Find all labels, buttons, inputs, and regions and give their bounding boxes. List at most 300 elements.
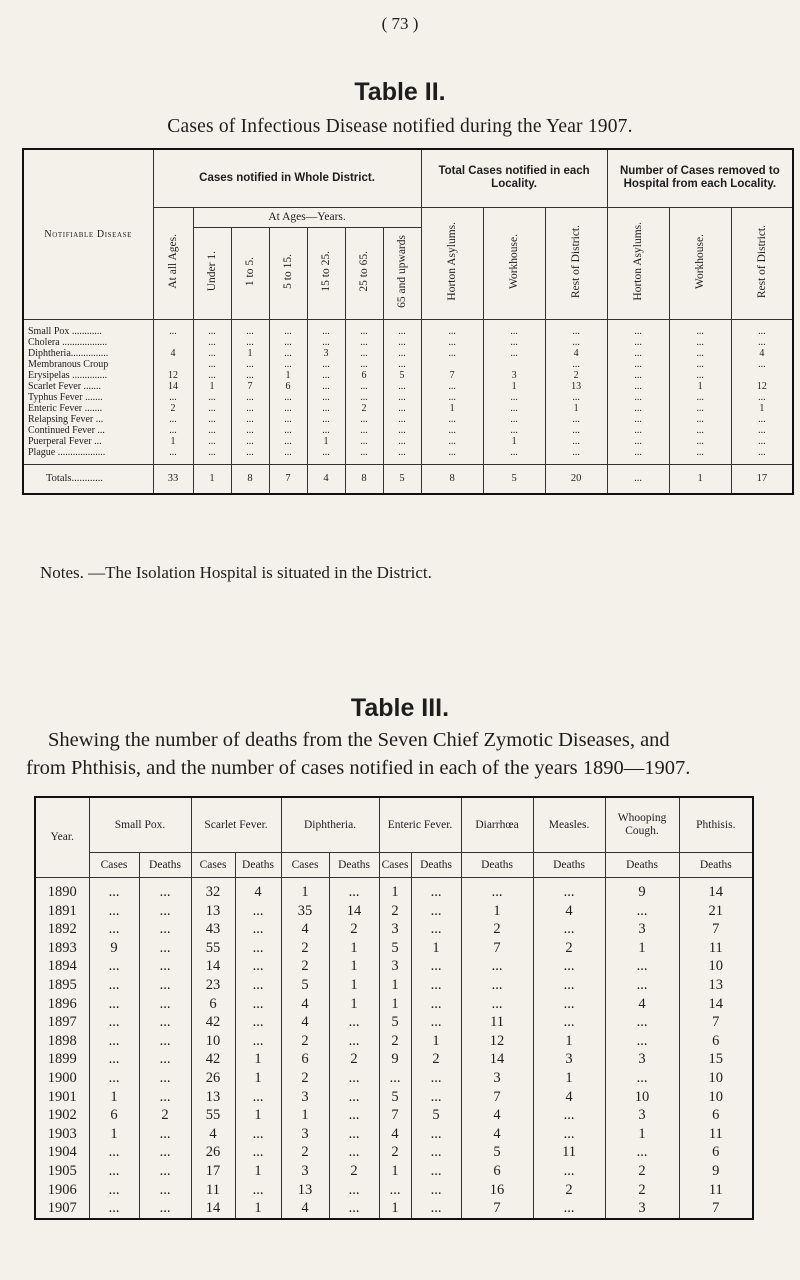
table-cell: 3 bbox=[605, 920, 679, 939]
table-row bbox=[23, 392, 793, 403]
table-cell: ... bbox=[139, 976, 191, 995]
table-cell: 7 bbox=[379, 1106, 411, 1125]
table-cell: ... bbox=[307, 403, 345, 414]
table-cell: 1 bbox=[731, 403, 793, 414]
table-cell: ... bbox=[269, 359, 307, 370]
table-cell: 1 bbox=[235, 1199, 281, 1219]
table-cell: 4 bbox=[461, 1125, 533, 1144]
table-cell: 4 bbox=[281, 1013, 329, 1032]
table-cell: 14 bbox=[191, 957, 235, 976]
table-cell: ... bbox=[307, 447, 345, 465]
table-cell: ... bbox=[193, 403, 231, 414]
year-cell: 1906 bbox=[35, 1181, 89, 1200]
disease-name: Scarlet Fever ....... bbox=[23, 381, 153, 392]
table-cell: ... bbox=[379, 1181, 411, 1200]
table-cell: 55 bbox=[191, 939, 235, 958]
table-cell: 1 bbox=[235, 1069, 281, 1088]
table-cell: 10 bbox=[679, 1088, 753, 1107]
table-cell: ... bbox=[669, 337, 731, 348]
table-cell: 2 bbox=[545, 370, 607, 381]
disease-name: Typhus Fever ....... bbox=[23, 392, 153, 403]
table-cell: 1 bbox=[605, 1125, 679, 1144]
table-cell: ... bbox=[607, 447, 669, 465]
totals-cell: 5 bbox=[383, 464, 421, 494]
table-cell: ... bbox=[669, 370, 731, 381]
table-cell: ... bbox=[731, 319, 793, 337]
table-cell: ... bbox=[329, 1106, 379, 1125]
table-cell: 3 bbox=[281, 1125, 329, 1144]
table-cell: 6 bbox=[679, 1143, 753, 1162]
table-cell: ... bbox=[345, 319, 383, 337]
table-cell: 4 bbox=[545, 348, 607, 359]
disease-name: Erysipelas .............. bbox=[23, 370, 153, 381]
table-cell: ... bbox=[605, 1143, 679, 1162]
table-cell: 1 bbox=[545, 403, 607, 414]
table-cell: 2 bbox=[533, 939, 605, 958]
table-cell: ... bbox=[307, 319, 345, 337]
table-cell: 1 bbox=[153, 436, 193, 447]
table-cell: 2 bbox=[281, 957, 329, 976]
table-cell: ... bbox=[411, 1088, 461, 1107]
table-cell: ... bbox=[193, 359, 231, 370]
table-cell: 12 bbox=[731, 381, 793, 392]
table-cell: ... bbox=[89, 976, 139, 995]
table-cell: ... bbox=[235, 939, 281, 958]
table-cell: 3 bbox=[461, 1069, 533, 1088]
table-row bbox=[35, 976, 753, 995]
table-cell: 7 bbox=[231, 381, 269, 392]
table-cell: ... bbox=[421, 319, 483, 337]
table-cell: ... bbox=[329, 1013, 379, 1032]
table2-title: Table II. bbox=[354, 78, 446, 106]
table-cell: 6 bbox=[679, 1032, 753, 1051]
table-cell: ... bbox=[329, 1181, 379, 1200]
table-cell: ... bbox=[607, 414, 669, 425]
table-cell: 7 bbox=[679, 920, 753, 939]
table-cell: 3 bbox=[307, 348, 345, 359]
table-cell: ... bbox=[153, 392, 193, 403]
table-cell: 1 bbox=[483, 381, 545, 392]
table-cell: ... bbox=[483, 403, 545, 414]
totals-cell: 1 bbox=[669, 464, 731, 494]
table-cell: ... bbox=[153, 319, 193, 337]
table-cell: ... bbox=[231, 392, 269, 403]
group-header: Small Pox. bbox=[89, 797, 191, 853]
table-cell: ... bbox=[193, 447, 231, 465]
sub-header: Deaths bbox=[461, 853, 533, 878]
table-cell: 7 bbox=[679, 1199, 753, 1219]
table-cell: ... bbox=[421, 381, 483, 392]
table-cell: 11 bbox=[191, 1181, 235, 1200]
year-cell: 1898 bbox=[35, 1032, 89, 1051]
table-row bbox=[35, 1125, 753, 1144]
year-cell: 1901 bbox=[35, 1088, 89, 1107]
table-cell: 4 bbox=[605, 995, 679, 1014]
table-cell: ... bbox=[461, 957, 533, 976]
table-cell: ... bbox=[605, 1013, 679, 1032]
table-cell: ... bbox=[235, 1032, 281, 1051]
disease-name: Small Pox ............ bbox=[23, 319, 153, 337]
table-cell: ... bbox=[153, 414, 193, 425]
table-cell: 13 bbox=[679, 976, 753, 995]
table-cell: 1 bbox=[307, 436, 345, 447]
table-cell: ... bbox=[383, 392, 421, 403]
table-cell: ... bbox=[329, 1125, 379, 1144]
table-cell: ... bbox=[235, 976, 281, 995]
table-cell: ... bbox=[545, 337, 607, 348]
table-cell: 2 bbox=[281, 1069, 329, 1088]
table-cell: ... bbox=[533, 1125, 605, 1144]
table-cell: 3 bbox=[379, 957, 411, 976]
table-cell: 1 bbox=[281, 878, 329, 902]
year-cell: 1907 bbox=[35, 1199, 89, 1219]
table-cell: ... bbox=[235, 1125, 281, 1144]
sub-header: Deaths bbox=[139, 853, 191, 878]
table-cell: ... bbox=[607, 403, 669, 414]
table-cell: 2 bbox=[139, 1106, 191, 1125]
table-cell: 15 bbox=[679, 1050, 753, 1069]
table-cell: 4 bbox=[153, 348, 193, 359]
table-cell: ... bbox=[139, 1050, 191, 1069]
table-row bbox=[35, 1199, 753, 1219]
table-cell: ... bbox=[235, 1143, 281, 1162]
table-cell: ... bbox=[411, 1199, 461, 1219]
totals-cell: 20 bbox=[545, 464, 607, 494]
table-cell: ... bbox=[605, 976, 679, 995]
table-cell: ... bbox=[383, 447, 421, 465]
table-cell: 2 bbox=[533, 1181, 605, 1200]
table-cell: 3 bbox=[605, 1106, 679, 1125]
table-cell: ... bbox=[269, 348, 307, 359]
table-cell: ... bbox=[139, 878, 191, 902]
table-cell: 26 bbox=[191, 1143, 235, 1162]
table-cell: ... bbox=[379, 1069, 411, 1088]
table-cell: ... bbox=[89, 1050, 139, 1069]
table-cell: 10 bbox=[605, 1088, 679, 1107]
table-cell: 10 bbox=[679, 1069, 753, 1088]
table-cell: 1 bbox=[605, 939, 679, 958]
table-row bbox=[23, 319, 793, 337]
table-cell: 16 bbox=[461, 1181, 533, 1200]
page-number: ( 73 ) bbox=[381, 14, 419, 33]
table-cell: ... bbox=[669, 425, 731, 436]
table-cell: 1 bbox=[269, 370, 307, 381]
table-row bbox=[23, 337, 793, 348]
table-cell: 3 bbox=[605, 1199, 679, 1219]
table-cell: ... bbox=[231, 337, 269, 348]
table-cell: ... bbox=[139, 1013, 191, 1032]
table-cell: 6 bbox=[281, 1050, 329, 1069]
table-cell: ... bbox=[607, 436, 669, 447]
table-cell: ... bbox=[605, 1069, 679, 1088]
table-row bbox=[35, 1181, 753, 1200]
totals-cell: 8 bbox=[231, 464, 269, 494]
disease-name: Relapsing Fever ... bbox=[23, 414, 153, 425]
table-cell: ... bbox=[411, 1143, 461, 1162]
table-cell: ... bbox=[383, 337, 421, 348]
table-cell: ... bbox=[345, 359, 383, 370]
table-cell: 1 bbox=[89, 1125, 139, 1144]
table-cell: ... bbox=[669, 319, 731, 337]
sub-header: Deaths bbox=[329, 853, 379, 878]
table-row bbox=[35, 1050, 753, 1069]
table-cell: ... bbox=[411, 976, 461, 995]
table-row bbox=[35, 878, 753, 902]
totals-cell: 7 bbox=[269, 464, 307, 494]
table-cell: ... bbox=[421, 425, 483, 436]
table-cell: 7 bbox=[679, 1013, 753, 1032]
age-col-header: 1 to 5. bbox=[231, 227, 269, 319]
table-cell: ... bbox=[669, 414, 731, 425]
disease-name: Plague ................... bbox=[23, 447, 153, 465]
table-cell: 17 bbox=[191, 1162, 235, 1181]
table-cell: 13 bbox=[191, 1088, 235, 1107]
group-header: Phthisis. bbox=[679, 797, 753, 853]
table-cell: 1 bbox=[379, 878, 411, 902]
table-cell: ... bbox=[345, 414, 383, 425]
disease-name: Puerperal Fever ... bbox=[23, 436, 153, 447]
table-cell: ... bbox=[89, 878, 139, 902]
table-cell: ... bbox=[269, 337, 307, 348]
table-cell: ... bbox=[533, 920, 605, 939]
disease-name: Cholera .................. bbox=[23, 337, 153, 348]
table-cell: 4 bbox=[533, 1088, 605, 1107]
table-cell: ... bbox=[383, 348, 421, 359]
table-cell: ... bbox=[193, 425, 231, 436]
table-cell: ... bbox=[329, 1199, 379, 1219]
table-cell: ... bbox=[607, 425, 669, 436]
table-cell: ... bbox=[139, 939, 191, 958]
year-cell: 1893 bbox=[35, 939, 89, 958]
table-cell: ... bbox=[193, 319, 231, 337]
table-cell: ... bbox=[731, 425, 793, 436]
table-cell: 21 bbox=[679, 902, 753, 921]
table-cell: ... bbox=[483, 447, 545, 465]
totals-cell: 8 bbox=[345, 464, 383, 494]
group-header: Scarlet Fever. bbox=[191, 797, 281, 853]
table-cell: ... bbox=[345, 392, 383, 403]
table-cell: ... bbox=[461, 995, 533, 1014]
sub-header: Deaths bbox=[533, 853, 605, 878]
table2 bbox=[22, 148, 794, 495]
age-col-header: 65 and upwards bbox=[383, 227, 421, 319]
table-cell: ... bbox=[533, 1013, 605, 1032]
table-cell: ... bbox=[139, 1125, 191, 1144]
table-cell: 5 bbox=[383, 370, 421, 381]
table-cell: ... bbox=[193, 370, 231, 381]
table-cell: ... bbox=[421, 348, 483, 359]
table-row bbox=[35, 1069, 753, 1088]
table-cell: 43 bbox=[191, 920, 235, 939]
table-cell: 5 bbox=[379, 1013, 411, 1032]
disease-name: Diphtheria............... bbox=[23, 348, 153, 359]
table-cell: ... bbox=[345, 381, 383, 392]
disease-name: Continued Fever ... bbox=[23, 425, 153, 436]
table-cell: 11 bbox=[679, 939, 753, 958]
table-cell: 5 bbox=[379, 939, 411, 958]
age-col-header: 5 to 15. bbox=[269, 227, 307, 319]
table-cell: ... bbox=[605, 1032, 679, 1051]
table-cell: 9 bbox=[379, 1050, 411, 1069]
table-cell: ... bbox=[307, 359, 345, 370]
table-cell: 11 bbox=[461, 1013, 533, 1032]
table-cell: ... bbox=[193, 337, 231, 348]
table-cell: ... bbox=[89, 1162, 139, 1181]
table-cell bbox=[483, 359, 545, 370]
table-cell: 1 bbox=[461, 902, 533, 921]
table-cell: 1 bbox=[533, 1069, 605, 1088]
table-cell: ... bbox=[89, 957, 139, 976]
table3-title: Table III. bbox=[350, 694, 450, 722]
table-row bbox=[23, 348, 793, 359]
table-row bbox=[23, 381, 793, 392]
table-cell: ... bbox=[139, 1143, 191, 1162]
table-cell bbox=[153, 337, 193, 348]
table-cell: 2 bbox=[281, 1143, 329, 1162]
table-cell: ... bbox=[193, 436, 231, 447]
disease-name: Enteric Fever ....... bbox=[23, 403, 153, 414]
table-cell: ... bbox=[383, 319, 421, 337]
table-cell: ... bbox=[731, 337, 793, 348]
totals-label: Totals............ bbox=[23, 464, 153, 494]
table-cell: 1 bbox=[411, 939, 461, 958]
table-cell: ... bbox=[411, 957, 461, 976]
table-cell: ... bbox=[607, 392, 669, 403]
table-cell: 1 bbox=[89, 1088, 139, 1107]
notifiable-disease-header: Notifiable Disease bbox=[23, 149, 153, 319]
table-cell: ... bbox=[89, 902, 139, 921]
table-cell: 1 bbox=[281, 1106, 329, 1125]
hospital-header: Number of Cases removed to Hospital from each Locality. bbox=[607, 149, 793, 207]
table-cell: ... bbox=[139, 1199, 191, 1219]
table-cell: ... bbox=[193, 414, 231, 425]
totals-cell: 1 bbox=[193, 464, 231, 494]
year-cell: 1894 bbox=[35, 957, 89, 976]
table-cell: 6 bbox=[269, 381, 307, 392]
table-cell: ... bbox=[545, 425, 607, 436]
table-cell: ... bbox=[153, 447, 193, 465]
sub-header: Deaths bbox=[605, 853, 679, 878]
year-cell: 1903 bbox=[35, 1125, 89, 1144]
table-cell: ... bbox=[235, 902, 281, 921]
table-cell: ... bbox=[139, 1088, 191, 1107]
table-cell: ... bbox=[269, 414, 307, 425]
hospital-col-header: Workhouse. bbox=[669, 207, 731, 319]
table-cell: ... bbox=[533, 1162, 605, 1181]
table-row bbox=[35, 1162, 753, 1181]
table-cell: ... bbox=[607, 319, 669, 337]
table-cell: ... bbox=[231, 359, 269, 370]
table-cell: 2 bbox=[153, 403, 193, 414]
table3-subtitle-line2: from Phthisis, and the number of cases notified in each of the years 1890—1907. bbox=[26, 757, 691, 779]
table-cell: 6 bbox=[345, 370, 383, 381]
table-cell: 14 bbox=[679, 995, 753, 1014]
table-cell: 1 bbox=[379, 1162, 411, 1181]
table-cell: 3 bbox=[281, 1162, 329, 1181]
table-cell: ... bbox=[231, 414, 269, 425]
table-cell: ... bbox=[383, 414, 421, 425]
table-cell: ... bbox=[231, 425, 269, 436]
table-cell: ... bbox=[421, 337, 483, 348]
table-row bbox=[35, 1106, 753, 1125]
group-header: Whooping Cough. bbox=[605, 797, 679, 853]
table-cell: ... bbox=[533, 995, 605, 1014]
table-cell: ... bbox=[89, 1069, 139, 1088]
table-cell: ... bbox=[411, 878, 461, 902]
table-cell: ... bbox=[307, 337, 345, 348]
table-cell: ... bbox=[545, 319, 607, 337]
table-cell: 11 bbox=[679, 1181, 753, 1200]
table-cell: ... bbox=[483, 319, 545, 337]
hospital-col-header: Horton Asylums. bbox=[607, 207, 669, 319]
table-cell: ... bbox=[533, 1106, 605, 1125]
locality-col-header: Horton Asylums. bbox=[421, 207, 483, 319]
table-cell: ... bbox=[235, 995, 281, 1014]
table-cell: ... bbox=[139, 920, 191, 939]
totals-cell: 33 bbox=[153, 464, 193, 494]
table-cell: ... bbox=[607, 348, 669, 359]
table-row bbox=[23, 359, 793, 370]
sub-header: Deaths bbox=[411, 853, 461, 878]
table-cell: ... bbox=[533, 1199, 605, 1219]
table-cell: ... bbox=[307, 392, 345, 403]
table-cell: 4 bbox=[731, 348, 793, 359]
table-cell: ... bbox=[669, 392, 731, 403]
table-cell: ... bbox=[235, 1088, 281, 1107]
table-cell: ... bbox=[329, 878, 379, 902]
table-cell: 11 bbox=[533, 1143, 605, 1162]
age-col-header: At all Ages. bbox=[153, 207, 193, 319]
table-cell: ... bbox=[329, 1143, 379, 1162]
table-cell: ... bbox=[89, 995, 139, 1014]
table-cell: 14 bbox=[461, 1050, 533, 1069]
table-cell: ... bbox=[411, 1013, 461, 1032]
table-cell: ... bbox=[545, 447, 607, 465]
table-cell: ... bbox=[411, 1162, 461, 1181]
table-cell: 1 bbox=[231, 348, 269, 359]
table-cell: ... bbox=[383, 425, 421, 436]
table-cell: 5 bbox=[379, 1088, 411, 1107]
table-cell: ... bbox=[231, 319, 269, 337]
table-cell: ... bbox=[269, 403, 307, 414]
table-cell: 6 bbox=[461, 1162, 533, 1181]
table-cell: ... bbox=[193, 348, 231, 359]
table-cell: ... bbox=[731, 359, 793, 370]
group-header: Diphtheria. bbox=[281, 797, 379, 853]
table-cell: ... bbox=[411, 1181, 461, 1200]
table-cell: 2 bbox=[605, 1181, 679, 1200]
table-cell: 7 bbox=[461, 1199, 533, 1219]
year-cell: 1902 bbox=[35, 1106, 89, 1125]
table-cell: 4 bbox=[235, 878, 281, 902]
table-cell: 1 bbox=[329, 939, 379, 958]
table-cell: ... bbox=[269, 425, 307, 436]
table-cell: ... bbox=[139, 957, 191, 976]
table-cell: 2 bbox=[379, 1143, 411, 1162]
year-cell: 1891 bbox=[35, 902, 89, 921]
table-row bbox=[35, 1143, 753, 1162]
table-cell: ... bbox=[89, 1181, 139, 1200]
year-cell: 1896 bbox=[35, 995, 89, 1014]
table-cell: ... bbox=[483, 425, 545, 436]
table-cell: ... bbox=[345, 436, 383, 447]
sub-header: Deaths bbox=[679, 853, 753, 878]
table-cell: 13 bbox=[191, 902, 235, 921]
group-header: Measles. bbox=[533, 797, 605, 853]
table-cell: ... bbox=[421, 392, 483, 403]
table-cell: 2 bbox=[379, 1032, 411, 1051]
year-cell: 1904 bbox=[35, 1143, 89, 1162]
